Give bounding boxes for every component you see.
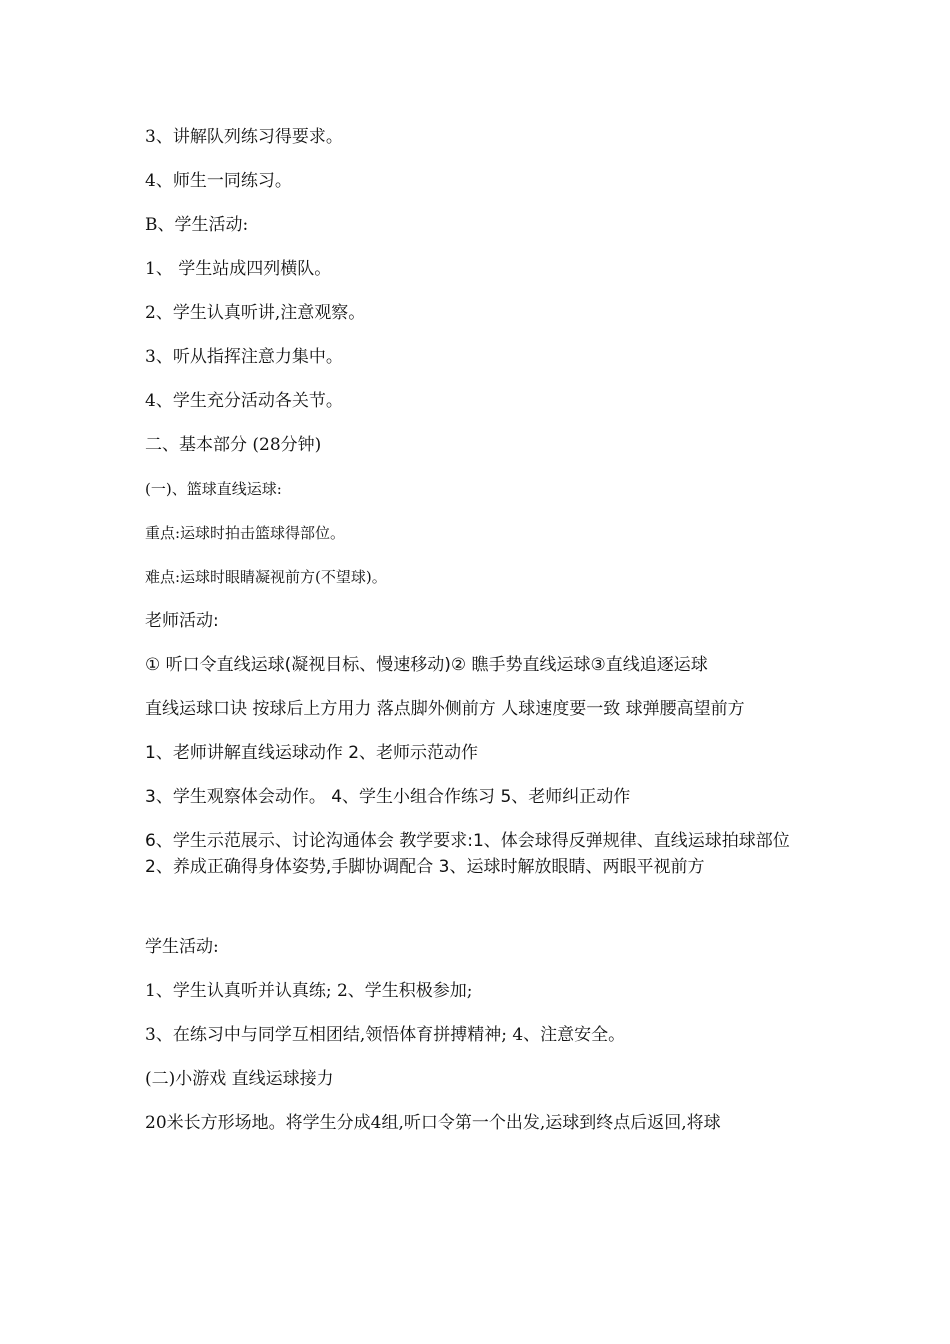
- text-line: 1、学生认真听并认真练; 2、学生积极参加;: [145, 981, 473, 1001]
- subsection-heading: (二)小游戏 直线运球接力: [145, 1069, 334, 1089]
- text-line: 3、讲解队列练习得要求。: [145, 127, 343, 147]
- text-line: 20米长方形场地。将学生分成4组,听口令第一个出发,运球到终点后返回,将球: [145, 1113, 721, 1133]
- section-heading: B、学生活动:: [145, 215, 249, 235]
- text-line: 直线运球口诀 按球后上方用力 落点脚外侧前方 人球速度要一致 球弹腰高望前方: [145, 699, 745, 719]
- text-line: 3、在练习中与同学互相团结,领悟体育拼搏精神; 4、注意安全。: [145, 1025, 626, 1045]
- text-line: 3、学生观察体会动作。 4、学生小组合作练习 5、老师纠正动作: [145, 787, 631, 807]
- text-line: 6、学生示范展示、讨论沟通体会 教学要求:1、体会球得反弹规律、直线运球拍球部位 2、养成正确得身体姿势,手脚协调配合 3、运球时解放眼睛、两眼平视前方: [145, 831, 790, 877]
- section-heading: 二、基本部分 (28分钟): [145, 435, 322, 455]
- text-line: 1、 学生站成四列横队。: [145, 259, 332, 279]
- text-line: 1、老师讲解直线运球动作 2、老师示范动作: [145, 743, 479, 763]
- subsection-heading: (一)、篮球直线运球:: [145, 480, 282, 498]
- key-point: 重点:运球时拍击篮球得部位。: [145, 524, 346, 542]
- text-line: 4、学生充分活动各关节。: [145, 391, 343, 411]
- text-line: 4、师生一同练习。: [145, 171, 292, 191]
- text-line: 2、学生认真听讲,注意观察。: [145, 303, 366, 323]
- section-heading: 学生活动:: [145, 937, 219, 957]
- text-line: ① 听口令直线运球(凝视目标、慢速移动)② 瞧手势直线运球③直线追逐运球: [145, 655, 708, 675]
- document-body: [145, 124, 813, 1154]
- section-heading: 老师活动:: [145, 611, 219, 631]
- difficulty-point: 难点:运球时眼睛凝视前方(不望球)。: [145, 568, 387, 586]
- text-line: 3、听从指挥注意力集中。: [145, 347, 343, 367]
